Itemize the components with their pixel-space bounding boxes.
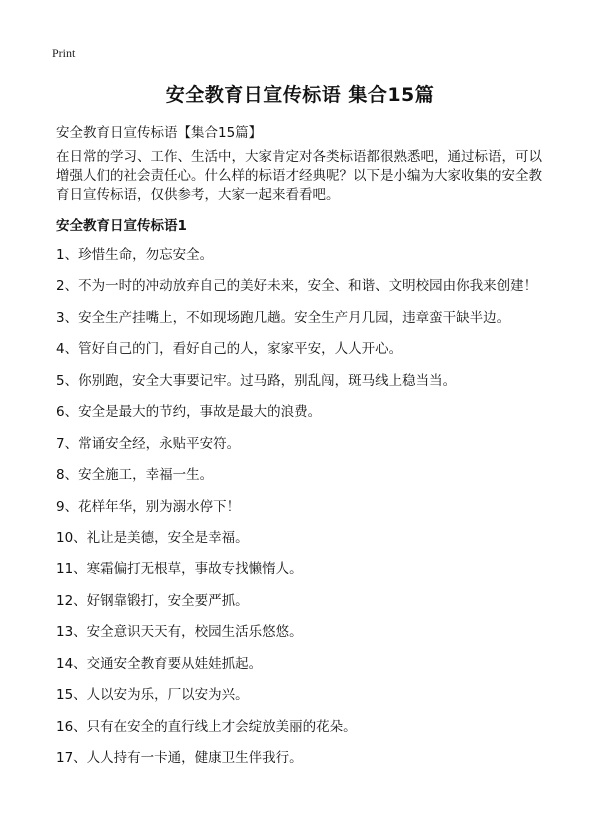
slogan-item: 10、礼让是美德，安全是幸福。 bbox=[56, 529, 249, 546]
slogan-list bbox=[56, 245, 552, 779]
slogan-item: 5、你别跑，安全大事要记牢。过马路，别乱闯，斑马线上稳当当。 bbox=[56, 372, 457, 389]
slogan-item: 6、安全是最大的节约，事故是最大的浪费。 bbox=[56, 404, 322, 421]
slogan-item: 2、不为一时的冲动放弃自己的美好未来，安全、和谐、文明校园由你我来创建！ bbox=[56, 278, 538, 295]
document-title: 安全教育日宣传标语 集合15篇 bbox=[165, 84, 435, 106]
slogan-item: 16、只有在安全的直行线上才会绽放美丽的花朵。 bbox=[56, 718, 357, 735]
slogan-item: 4、管好自己的门，看好自己的人，家家平安，人人开心。 bbox=[56, 341, 403, 358]
slogan-item: 7、常诵安全经，永贴平安符。 bbox=[56, 435, 241, 452]
slogan-item: 15、人以安为乐，厂以安为兴。 bbox=[56, 687, 249, 704]
slogan-item: 9、花样年华，别为溺水停下！ bbox=[56, 498, 241, 515]
slogan-item: 8、安全施工，幸福一生。 bbox=[56, 467, 214, 484]
document-subtitle: 安全教育日宣传标语【集合15篇】 bbox=[56, 125, 263, 141]
slogan-item: 14、交通安全教育要从娃娃抓起。 bbox=[56, 655, 263, 672]
section-heading: 安全教育日宣传标语1 bbox=[56, 218, 187, 234]
slogan-item: 13、安全意识天天有，校园生活乐悠悠。 bbox=[56, 624, 303, 641]
intro-paragraph: 在日常的学习、工作、生活中，大家肯定对各类标语都很熟悉吧，通过标语，可以增强人们的社会责任心。什么样的标语才经典呢？以下是小编为大家收集的安全教育日宣传标语，仅供参考，大家一起来看看吧。 bbox=[56, 149, 542, 203]
slogan-item: 12、好钢靠锻打，安全要严抓。 bbox=[56, 592, 249, 609]
slogan-item: 1、珍惜生命，勿忘安全。 bbox=[56, 247, 214, 263]
slogan-item: 17、人人持有一卡通，健康卫生伴我行。 bbox=[56, 750, 303, 766]
print-label[interactable]: Print bbox=[52, 46, 76, 60]
slogan-item: 3、安全生产挂嘴上，不如现场跑几趟。安全生产月几园，违章蛮干缺半边。 bbox=[56, 309, 511, 326]
slogan-item: 11、寒霜偏打无根草，事故专找懒惰人。 bbox=[56, 561, 303, 578]
